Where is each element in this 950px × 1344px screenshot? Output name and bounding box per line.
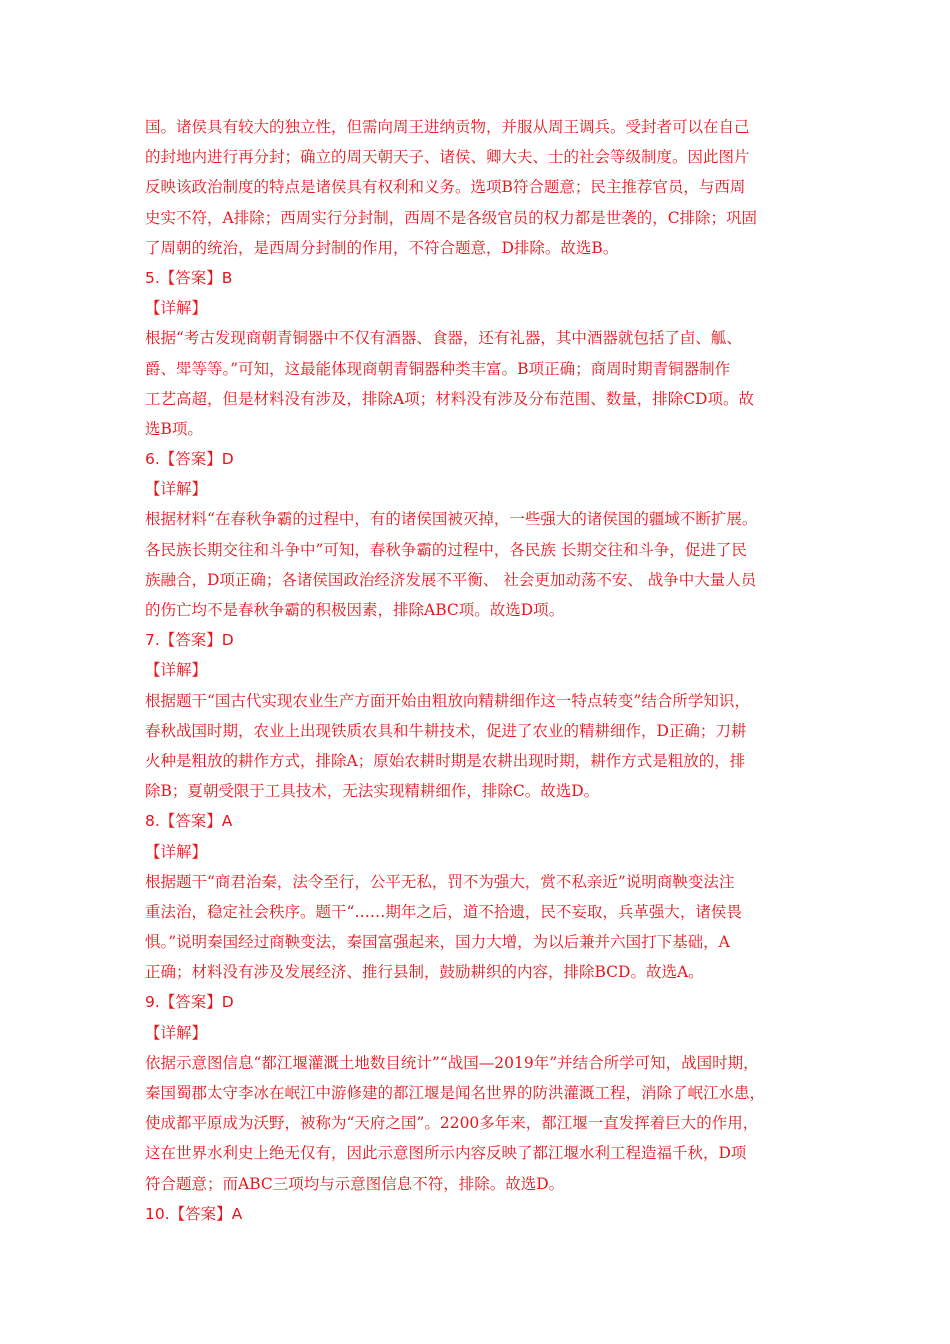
q10-answer: 10.【答案】A [145,1204,243,1223]
q9-text-line: 秦国蜀郡太守李冰在岷江中游修建的都江堰是闻名世界的防洪灌溉工程，消除了岷江水患， [145,1084,766,1102]
q9-text-line: 这在世界水利史上绝无仅有，因此示意图所示内容反映了都江堰水利工程造福千秋，D项 [145,1144,747,1163]
q5-text-line: 根据“考古发现商朝青铜器中不仅有酒器、食器，还有礼器，其中酒器就包括了卣、觚、 [145,329,742,348]
q7-detail-label: 【详解】 [145,661,208,680]
q8-detail-label: 【详解】 [145,842,208,861]
q7-answer: 7.【答案】D [145,631,234,650]
q5-text-line: 爵、斝等等。”可知，这最能体现商朝青铜器种类丰富。B项正确；商周时期青铜器制作 [145,359,731,378]
q4-text-line: 的封地内进行再分封；确立的周天朝天子、诸侯、卿大夫、士的社会等级制度。因此图片 [145,148,750,167]
q6-text-line: 族融合，D项正确；各诸侯国政治经济发展不平衡、 社会更加动荡不安、 战争中大量人员 [145,570,757,589]
q8-text-line: 根据题干“商君治秦，法令至行，公平无私，罚不为强大，赏不私亲近”说明商鞅变法注 [145,872,735,891]
q5-detail-label: 【详解】 [145,299,208,318]
q4-text-line: 国。诸侯具有较大的独立性，但需向周王进纳贡物，并服从周王调兵。受封者可以在自己 [145,118,750,136]
q5-text-line: 选B项。 [145,419,203,438]
q8-text-line: 惧。”说明秦国经过商鞅变法，秦国富强起来，国力大增，为以后兼并六国打下基础，A [145,933,730,952]
answer-explanations [145,112,810,1229]
q9-answer: 9.【答案】D [145,993,234,1012]
q9-detail-label: 【详解】 [145,1023,208,1042]
q8-answer: 8.【答案】A [145,812,233,831]
q5-answer: 5.【答案】B [145,268,233,287]
q6-answer: 6.【答案】D [145,450,234,469]
q6-detail-label: 【详解】 [145,480,208,499]
q7-text-line: 火种是粗放的耕作方式，排除A；原始农耕时期是农耕出现时期，耕作方式是粗放的，排 [145,751,746,770]
q9-text-line: 使成都平原成为沃野，被称为“天府之国”。2200多年来，都江堰一直发挥着巨大的作用， [145,1114,759,1133]
q9-text-line: 依据示意图信息“都江堰灌溉土地数目统计”“战国—2019年”并结合所学可知，战国时期， [145,1053,759,1072]
q8-text-line: 正确；材料没有涉及发展经济、推行县制，鼓励耕织的内容，排除BCD。故选A。 [145,963,704,982]
q9-text-line: 符合题意；而ABC三项均与示意图信息不符，排除。故选D。 [145,1174,565,1193]
q7-text-line: 根据题干“国古代实现农业生产方面开始由粗放向精耕细作这一特点转变”结合所学知识， [145,691,750,710]
q7-text-line: 春秋战国时期，农业上出现铁质农具和牛耕技术，促进了农业的精耕细作，D正确；刀耕 [145,721,747,740]
q8-text-line: 重法治，稳定社会秩序。题干“……期年之后，道不拾遗，民不妄取，兵革强大，诸侯畏 [145,902,742,921]
q4-text-line: 了周朝的统治，是西周分封制的作用，不符合题意，D排除。故选B。 [145,238,619,257]
q6-text-line: 根据材料“在春秋争霸的过程中，有的诸侯国被灭掉，一些强大的诸侯国的疆域不断扩展。 [145,510,758,529]
q4-text-line: 史实不符，A排除；西周实行分封制，西周不是各级官员的权力都是世袭的，C排除；巩固 [145,208,758,227]
q4-text-line: 反映该政治制度的特点是诸侯具有权利和义务。选项B符合题意；民主推荐官员，与西周 [145,178,746,197]
q6-text-line: 各民族长期交往和斗争中”可知，春秋争霸的过程中，各民族 长期交往和斗争，促进了民 [145,540,747,559]
q6-text-line: 的伤亡均不是春秋争霸的积极因素，排除ABC项。故选D项。 [145,601,565,619]
q5-text-line: 工艺高超，但是材料没有涉及，排除A项；材料没有涉及分布范围、数量，排除CD项。故 [145,389,754,408]
q7-text-line: 除B；夏朝受限于工具技术，无法实现精耕细作，排除C。故选D。 [145,782,600,801]
